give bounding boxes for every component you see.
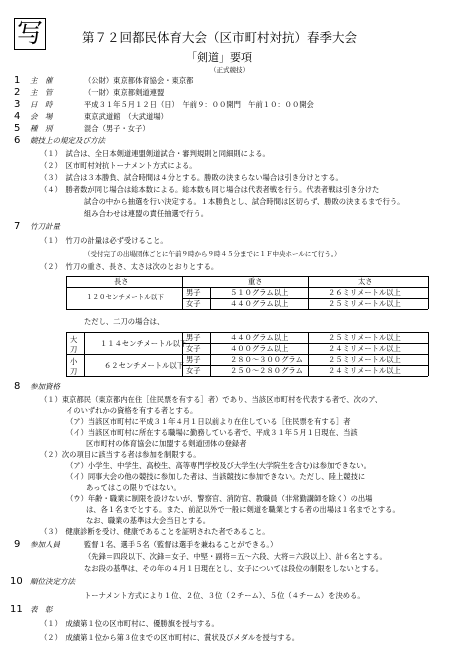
section-heading: 表 彰: [30, 605, 53, 614]
rule-line: 区市町村の体育協会に加盟する剣道団体の登録者: [86, 439, 247, 448]
item-label: 日 時: [30, 100, 53, 109]
rule-line: （２） 竹刀の重さ、長さ、太さは次のとおりとする。: [40, 262, 219, 271]
nitou-note: ただし、二刀の場合は、: [84, 317, 165, 326]
item-text: （公財）東京都体育協会・東京都: [84, 76, 194, 85]
table-cell-sex: 男子: [186, 288, 201, 297]
rule-line: （１）東京都民（東京都内在住［住民票を有する］者）であり、当該区市町村を代表する者で、次のア、: [40, 395, 383, 404]
rule-line: （２） 区市町村対抗トーナメント方式による。: [40, 161, 197, 170]
table-cell-width: ２６ミリメートル以上: [328, 288, 401, 297]
item-number: 8: [14, 381, 21, 392]
document-subtitle: 「剣道」要項: [186, 51, 252, 64]
rule-line: （３） 試合は３本勝負、試合時間は４分とする。勝敗の決まらない場合は引き分けとする。: [40, 173, 343, 182]
rule-line: （２） 成績第１位から第３位までの区市町村に、賞状及びメダルを授与する。: [40, 633, 300, 642]
rule-line: （１） 試合は、全日本剣道連盟剣道試合・審判規則と同細則による。: [40, 149, 270, 158]
item-label: 主 管: [30, 88, 53, 97]
item-label: 主 催: [30, 76, 53, 85]
table-cell-width: ２５ミリメートル以上: [328, 299, 401, 308]
column-header-length: 長さ: [114, 277, 129, 286]
table-cell-sex: 女子: [186, 366, 201, 375]
item-text: 混合（男子・女子）: [84, 124, 150, 133]
table-cell-width: ２５ミリメートル以上: [328, 333, 401, 342]
rule-line: なお、職業の基準は大会当日とする。: [86, 516, 211, 525]
item-text: 平成３１年５月１２日（日） 午前９：００開門 午前１０：００開会: [84, 100, 314, 109]
rule-line: なお段の基準は、その年の４月１日現在とし、女子については段位の制限をしないとする。: [84, 564, 384, 573]
table-cell-weight: ５１０グラム以上: [230, 288, 289, 297]
rule-line: イのいずれかの資格を有する者とする。: [66, 406, 198, 415]
item-number: 7: [14, 221, 21, 232]
rule-line: （ウ）年齢・職業に制限を設けないが、警察官、消防官、教職員（非常勤講師を除く）の出場: [66, 494, 373, 503]
table-cell-weight: ２８０～３００グラム: [230, 355, 303, 364]
rule-line: （先鋒＝四段以下、次鋒＝女子、中堅・副将＝五～六段、大将＝六段以上）、計６名とする。: [84, 552, 387, 561]
rule-line: は、各１名までとする。また、前記以外で一般に剣道を職業とする者の出場は１名までとする。: [86, 505, 400, 514]
rule-line: （イ）同事大会の他の競技に参加した者は、当該競技に参加できない。ただし、陸上競技に: [66, 472, 366, 481]
table-cell-sex: 女子: [186, 299, 201, 308]
item-number: 1: [14, 75, 21, 86]
section-heading: 竹刀計量: [30, 222, 60, 231]
item-label: 会 場: [30, 112, 53, 121]
rule-line: 組み合わせは連盟の責任抽選で行う。: [84, 209, 209, 218]
rule-line: 監督１名、選手５名（監督は選手を兼ねることができる。）: [84, 540, 278, 549]
table-cell-weight: ４００グラム以上: [230, 344, 289, 353]
subtitle-note: （正式競技）: [210, 66, 249, 74]
item-text: （一財）東京都剣道連盟: [84, 88, 165, 97]
table-cell-weight: ２５０～２８０グラム: [230, 366, 303, 375]
table-cell-length: １１４センチメートル以下: [100, 339, 188, 348]
item-number: 4: [14, 111, 21, 122]
item-number: 3: [14, 99, 21, 110]
rule-line: トーナメント方式により１位、２位、３位（２チーム）、５位（４チーム）を決める。: [84, 591, 365, 600]
item-number: 9: [14, 539, 21, 550]
rule-line: （１） 成績第１位の区市町村に、優勝旗を授与する。: [40, 619, 219, 628]
rule-line: （ア）当該区市町村に平成３１年４月１日以前より在住している［住民票を有する］者: [66, 417, 351, 426]
item-text: 東京武道館 （大武道場）: [84, 112, 168, 121]
item-number: 11: [10, 604, 23, 615]
table-cell-width: ２４ミリメートル以上: [328, 344, 401, 353]
table-cell-sex: 男子: [186, 333, 201, 342]
item-label: 種 別: [30, 124, 53, 133]
document-title: 第７２回都民体育大会（区市町村対抗）春季大会: [82, 30, 358, 45]
table-cell-shoutou: 小刀: [70, 357, 78, 376]
table-cell-width: ２４ミリメートル以上: [328, 366, 401, 375]
rule-line: 試合の中から抽選を行い決定する。１本勝負とし、試合時間は区切らず、勝敗の決まるまで行う。: [84, 197, 405, 206]
rule-line: （イ）当該区市町村に所在する職場に勤務している者で、平成３１年５月１日現在、当該: [66, 428, 358, 437]
rule-line: （１） 竹刀の計量は必ず受けること。: [40, 236, 168, 245]
table-cell-daitou: 大刀: [70, 335, 78, 354]
table-cell-weight: ４４０グラム以上: [230, 333, 289, 342]
rule-line: （ア）小学生、中学生、高校生、高等専門学校及び大学生(大学院生を含む)は参加できない。: [66, 461, 371, 470]
rule-note: （受付完了の出場団体ごとに午前９時から９時４５分までに１Ｆ中央ホールにて行う。）: [84, 250, 341, 258]
table-cell-length: １２０センチメートル以下: [86, 293, 164, 301]
rule-line: （２）次の項目に該当する者は参加を制限する。: [40, 450, 201, 459]
item-number: 2: [14, 87, 21, 98]
rule-line: （４） 勝者数が同じ場合は総本数による。総本数も同じ場合は代表者戦を行う。代表者戦は引き分けた: [40, 185, 380, 194]
table-cell-width: ２５ミリメートル以上: [328, 355, 401, 364]
item-number: 5: [14, 123, 21, 134]
section-heading: 参加資格: [30, 382, 60, 391]
rule-line: あってはこの限りではない。: [86, 483, 181, 492]
table-cell-weight: ４４０グラム以上: [230, 299, 289, 308]
item-number: 10: [10, 576, 23, 587]
table-cell-length: ６２センチメートル以下: [104, 361, 184, 370]
item-number: 6: [14, 135, 21, 146]
table-cell-sex: 男子: [186, 355, 201, 364]
section-heading: 参加人員: [30, 540, 60, 549]
rule-line: （３） 健康診断を受け、健康であることを証明された者であること。: [40, 527, 270, 536]
table-cell-sex: 女子: [186, 344, 201, 353]
column-header-weight: 重さ: [248, 277, 263, 286]
column-header-width: 太さ: [358, 277, 373, 286]
section-heading: 競技上の規定及び方法: [30, 136, 105, 145]
stamp-mark: 写: [14, 18, 46, 50]
section-heading: 順位決定方法: [30, 577, 75, 586]
